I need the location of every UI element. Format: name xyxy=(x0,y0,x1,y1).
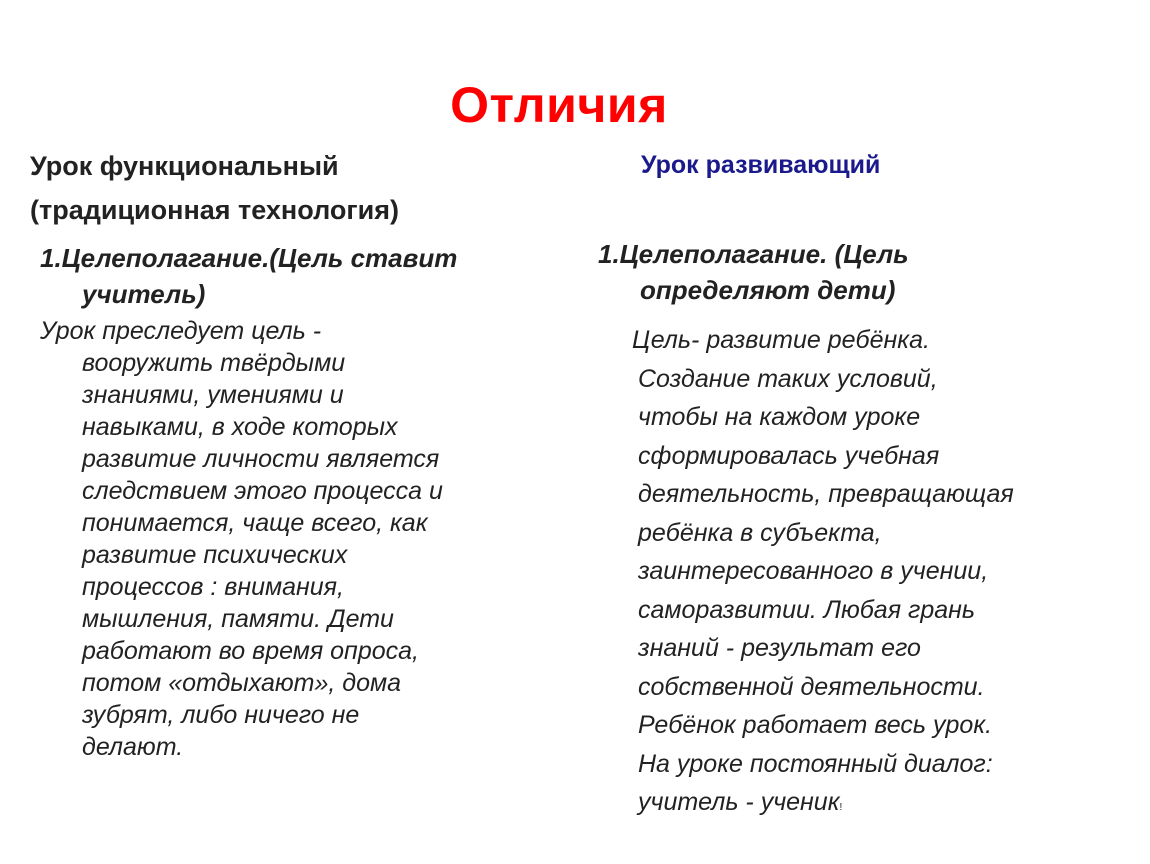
right-subheading-line-1: 1.Целеполагание. (Цель xyxy=(598,239,909,269)
right-body-line: учитель - ученик xyxy=(638,788,840,816)
left-body-line: вооружить твёрдыми xyxy=(82,349,346,377)
right-column-body xyxy=(612,321,1112,828)
right-body-line: Создание таких условий, xyxy=(638,364,938,393)
right-body-line: деятельность, превращающая xyxy=(638,480,1014,508)
left-body-line: работают во время опроса, xyxy=(82,637,419,665)
slide-title: Отличия xyxy=(450,77,668,133)
left-body-line: зубрят, либо ничего не xyxy=(82,701,360,729)
right-body-line: ребёнка в субъекта, xyxy=(638,518,882,547)
left-body-line: развитие личности является xyxy=(82,445,440,473)
left-body-line: знаниями, умениями и xyxy=(82,381,344,409)
left-body-line: развитие психических xyxy=(82,541,348,569)
left-body-line: навыками, в ходе которых xyxy=(82,413,398,441)
right-body-tail-mark: ! xyxy=(839,802,843,813)
left-column-heading xyxy=(30,144,550,232)
left-body-line: делают. xyxy=(82,733,184,761)
left-subheading-line-1: 1.Целеполагание.(Цель ставит xyxy=(40,243,458,273)
left-body-line: потом «отдыхают», дома xyxy=(82,669,402,697)
left-column-body xyxy=(40,315,550,763)
right-body-line: чтобы на каждом уроке xyxy=(638,403,921,431)
right-subheading-line-2: определяют дети) xyxy=(640,275,896,305)
left-body-line: следствием этого процесса и xyxy=(82,477,443,505)
left-subheading-line-2: учитель) xyxy=(82,279,206,309)
right-body-line: На уроке постоянный диалог: xyxy=(638,749,993,778)
right-body-line: сформировалась учебная xyxy=(638,441,940,470)
right-body-line: Цель- развитие ребёнка. xyxy=(632,326,930,354)
left-heading-line-1: Урок функциональный xyxy=(30,151,339,181)
left-heading-line-2: (традиционная технология) xyxy=(30,195,399,225)
right-body-line: собственной деятельности. xyxy=(638,672,985,701)
left-column-subheading xyxy=(40,240,540,312)
right-body-line: знаний - результат его xyxy=(638,634,921,662)
right-body-line: Ребёнок работает весь урок. xyxy=(638,711,993,739)
left-body-line: понимается, чаще всего, как xyxy=(82,509,428,537)
right-body-last-line xyxy=(612,783,1112,828)
right-body-line: заинтересованного в учении, xyxy=(638,557,989,585)
left-body-line: Урок преследует цель - xyxy=(40,317,322,345)
right-column-subheading xyxy=(598,236,1018,308)
right-body-line: саморазвитии. Любая грань xyxy=(638,595,976,624)
left-body-line: мышления, памяти. Дети xyxy=(82,605,394,633)
left-body-line: процессов : внимания, xyxy=(82,573,344,601)
right-column-heading: Урок развивающий xyxy=(641,151,881,179)
